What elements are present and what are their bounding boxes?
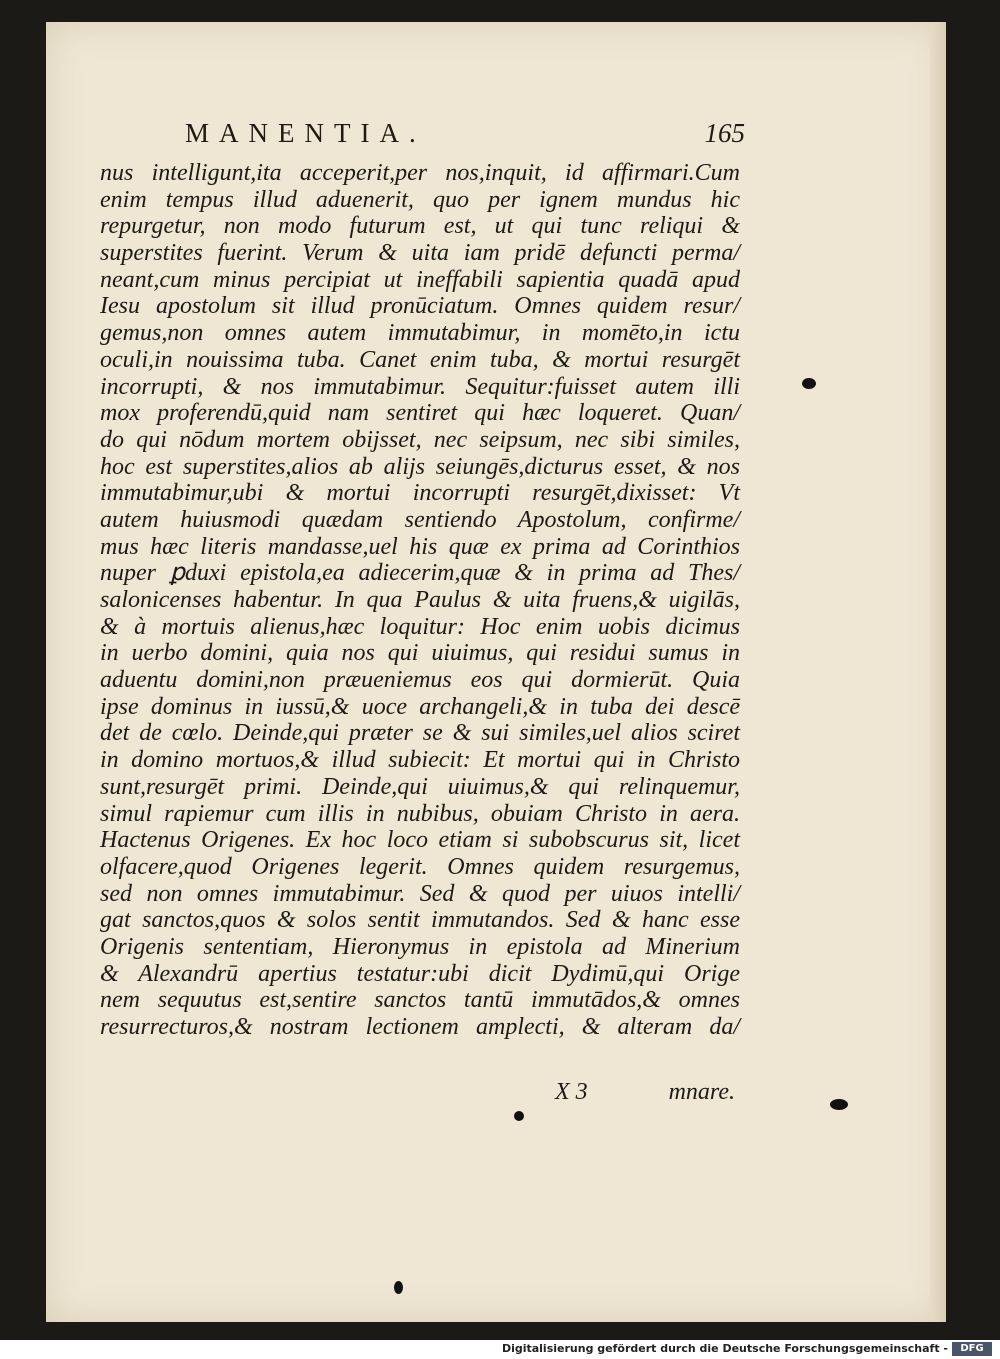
signature-mark: X 3 xyxy=(555,1079,588,1105)
text-line: neant,cum minus percipiat ut ineffabili sapientia quadā apud xyxy=(100,266,740,293)
text-line: autem huiusmodi quædam sentiendo Apostolum, confirme/ xyxy=(100,506,740,533)
text-line: in domino mortuos,& illud subiecit: Et mortui qui in Christo xyxy=(100,747,740,774)
text-line: superstites fuerint. Verum & uita iam pridē defuncti perma/ xyxy=(100,240,740,267)
running-head: MANENTIA. xyxy=(185,118,426,148)
ink-spot xyxy=(394,1281,403,1294)
text-line: oculi,in nouissima tuba. Canet enim tuba, & mortui resurgēt xyxy=(100,346,740,373)
text-line: do qui nōdum mortem obijsset, nec seipsum, nec sibi similes, xyxy=(100,426,740,453)
text-line: salonicenses habentur. In qua Paulus & uita fruens,& uigilās, xyxy=(100,587,740,613)
text-line: gat sanctos,quos & solos sentit immutandos. Sed & hanc esse xyxy=(100,907,740,934)
digitization-credit: Digitalisierung gefördert durch die Deutsche Forschungsgemeinschaft - xyxy=(501,1342,948,1355)
text-line: Hactenus Origenes. Ex hoc loco etiam si subobscurus sit, licet xyxy=(100,827,740,854)
text-line: det de cœlo. Deinde,qui præter se & sui similes,uel alios sciret xyxy=(100,720,740,747)
text-line: olfacere,quod Origenes legerit. Omnes quidem resurgemus, xyxy=(100,853,740,880)
text-line: incorrupti, & nos immutabimur. Sequitur:fuisset autem illi xyxy=(100,373,740,400)
text-line: ipse dominus in iussū,& uoce archangeli,& in tuba dei descē xyxy=(100,693,740,720)
text-line: aduentu domini,non præueniemus eos qui dormierūt. Quia xyxy=(100,667,740,694)
text-line: enim tempus illud aduenerit, quo per ignem mundus hic xyxy=(100,186,740,213)
folio-number: 165 xyxy=(704,118,745,148)
text-line: nus intelligunt,ita acceperit,per nos,inquit, id affirmari.Cum xyxy=(100,160,740,186)
credit-bar xyxy=(0,1340,1000,1359)
text-line: immutabimur,ubi & mortui incorrupti resurgēt,dixisset: Vt xyxy=(100,480,740,507)
text-line: sed non omnes immutabimur. Sed & quod per uiuos intelli/ xyxy=(100,880,740,907)
text-line: nuper ꝑduxi epistola,ea adiecerim,quæ & in prima ad Thes/ xyxy=(100,560,740,587)
text-line: repurgetur, non modo futurum est, ut qui tunc reliqui & xyxy=(100,213,740,240)
body-text xyxy=(100,160,740,1041)
text-line: Iesu apostolum sit illud pronūciatum. Omnes quidem resur/ xyxy=(100,293,740,320)
page-footer xyxy=(555,1079,735,1109)
text-line: simul rapiemur cum illis in nubibus, obuiam Christo in aera. xyxy=(100,800,740,827)
ink-spot xyxy=(514,1111,524,1121)
catchword: mnare. xyxy=(668,1079,735,1105)
ink-spot xyxy=(802,378,816,389)
page-edge xyxy=(930,22,946,1322)
text-line: Origenis sententiam, Hieronymus in epistola ad Minerium xyxy=(100,933,740,960)
text-line: nem sequutus est,sentire sanctos tantū immutādos,& omnes xyxy=(100,987,740,1014)
text-line: resurrecturos,& nostram lectionem amplecti, & alteram da/ xyxy=(100,1014,740,1040)
text-line: gemus,non omnes autem immutabimur, in momēto,in ictu xyxy=(100,320,740,347)
text-line: mus hæc literis mandasse,uel his quæ ex prima ad Corinthios xyxy=(100,533,740,560)
dfg-logo: DFG xyxy=(952,1342,992,1356)
text-line: & Alexandrū apertius testatur:ubi dicit Dydimū,qui Orige xyxy=(100,960,740,987)
text-line: mox proferendū,quid nam sentiret qui hæc loqueret. Quan/ xyxy=(100,400,740,427)
text-line: in uerbo domini, quia nos qui uiuimus, qui residui sumus in xyxy=(100,640,740,667)
text-line: sunt,resurgēt primi. Deinde,qui uiuimus,& qui relinquemur, xyxy=(100,773,740,800)
ink-spot xyxy=(830,1099,848,1110)
page-header xyxy=(185,118,745,154)
text-line: & à mortuis alienus,hæc loquitur: Hoc enim uobis dicimus xyxy=(100,613,740,640)
text-line: hoc est superstites,alios ab alijs seiungēs,dicturus esset, & nos xyxy=(100,453,740,480)
